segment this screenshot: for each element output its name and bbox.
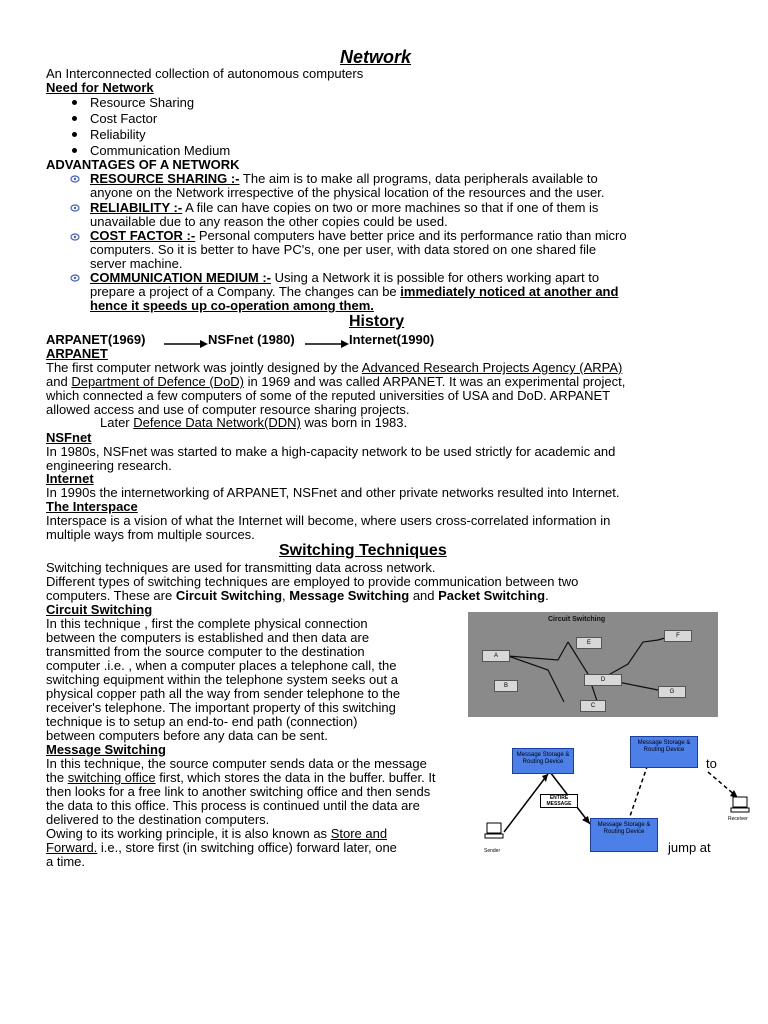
ddn-link: Defence Data Network(DDN)	[133, 415, 301, 430]
arrow-right-icon	[164, 336, 208, 354]
arrow-bullet-icon	[70, 274, 80, 282]
continuation-text-to: to	[706, 756, 717, 771]
network-node: D	[584, 674, 622, 686]
switching-type: Circuit Switching	[175, 588, 283, 603]
circuit-text: between computers before any data can be sent.	[46, 728, 328, 743]
message-storage-device: Message Storage & Routing Device	[590, 818, 658, 852]
circuit-text: computer .i.e. , when a computer places a telephone call, the	[46, 658, 397, 673]
resource-sharing-line	[90, 172, 598, 186]
arpanet-text: in 1969 and was called ARPANET. It was an experimental project,	[247, 374, 626, 389]
resource-sharing-label: RESOURCE SHARING :-	[90, 171, 240, 186]
cost-factor-label: COST FACTOR :-	[90, 228, 196, 243]
comm-medium-text-2a: prepare a project of a Company. The changes can be	[90, 284, 397, 299]
interspace-heading: The Interspace	[46, 499, 138, 514]
network-node: F	[664, 630, 692, 642]
message-text: first, which stores the data in the buffer. buffer. It	[159, 770, 436, 785]
message-text-6	[46, 827, 387, 841]
circuit-text: switching equipment within the telephone system seeks out a	[46, 672, 398, 687]
cost-factor-text-2: computers. So it is better to have PC's, one per user, with data stored on one shared file	[90, 242, 597, 257]
timeline-nsfnet: NSFnet (1980)	[208, 332, 295, 347]
circuit-text: transmitted from the source computer to the destination	[46, 644, 365, 659]
intro-text: An Interconnected collection of autonomous computers	[46, 66, 364, 81]
need-heading: Need for Network	[46, 80, 154, 95]
need-item: Cost Factor	[90, 111, 158, 126]
message-switching-diagram	[478, 736, 758, 860]
message-text: then looks for a free link to another switching office and then sends	[46, 784, 431, 799]
switching-heading: Switching Techniques	[279, 542, 447, 559]
arpanet-text: was born in 1983.	[304, 415, 408, 430]
message-storage-device: Message Storage & Routing Device	[512, 748, 574, 774]
sender-label: Sender	[484, 848, 501, 854]
message-switching-heading: Message Switching	[46, 742, 166, 757]
cost-factor-text: Personal computers have better price and its performance ratio than micro	[198, 228, 627, 243]
network-node: B	[494, 680, 518, 692]
continuation-text-jump: jump at	[668, 840, 711, 855]
comm-medium-label: COMMUNICATION MEDIUM :-	[90, 270, 272, 285]
arpanet-line-4: allowed access and use of computer resource sharing projects.	[46, 402, 410, 417]
network-node: C	[580, 700, 606, 712]
entire-message-label: ENTIRE MESSAGE	[540, 794, 578, 808]
arpanet-line-1	[46, 361, 622, 375]
advantages-heading: ADVANTAGES OF A NETWORK	[46, 157, 240, 172]
arpa-link: Advanced Research Projects Agency (ARPA)	[361, 360, 623, 375]
message-text: the data to this office. This process is continued until the data are	[46, 798, 420, 813]
arrow-bullet-icon	[70, 233, 80, 241]
message-text: the	[46, 770, 65, 785]
message-text: In this technique, the source computer sends data or the message	[46, 756, 427, 771]
arpanet-line-2	[46, 375, 625, 389]
store-forward-link: Forward.	[46, 840, 98, 855]
store-forward-link: Store and	[330, 826, 388, 841]
network-node: G	[658, 686, 686, 698]
interspace-text-2: multiple ways from multiple sources.	[46, 527, 255, 542]
arpanet-line-5	[100, 416, 407, 430]
circuit-text: receiver's telephone. The important property of this switching	[46, 700, 396, 715]
cost-factor-text-3: server machine.	[90, 256, 183, 271]
need-item: Reliability	[90, 127, 146, 142]
comm-medium-line	[90, 271, 599, 285]
circuit-switching-heading: Circuit Switching	[46, 602, 153, 617]
bullet-icon	[72, 132, 77, 137]
switching-type: Packet Switching	[438, 588, 546, 603]
comm-medium-text-2	[90, 285, 618, 299]
arpanet-text: and	[46, 374, 68, 389]
message-text: i.e., store first (in switching office) forward later, one	[100, 840, 397, 855]
network-node: E	[576, 637, 602, 649]
dod-link: Department of Defence (DoD)	[71, 374, 245, 389]
switching-type: Message Switching	[289, 588, 410, 603]
arrow-bullet-icon	[70, 175, 80, 183]
arpanet-text: Later	[100, 415, 130, 430]
switching-office-link: switching office	[67, 770, 156, 785]
arrow-bullet-icon	[70, 204, 80, 212]
message-text-7	[46, 841, 397, 855]
computer-icon	[484, 822, 504, 845]
switching-text: computers. These are	[46, 588, 173, 603]
bullet-icon	[72, 116, 77, 121]
circuit-text: technique is to setup an end-to- end path (connection)	[46, 714, 358, 729]
interspace-text-1: Interspace is a vision of what the Internet will become, where users cross-correlated information in	[46, 513, 611, 528]
receiver-label: Receiver	[728, 816, 748, 822]
switching-text-1: Switching techniques are used for transmitting data across network.	[46, 560, 436, 575]
reliability-line	[90, 201, 598, 215]
message-text: a time.	[46, 854, 86, 869]
message-text-2	[46, 771, 436, 785]
comm-medium-text: Using a Network it is possible for others working apart to	[274, 270, 600, 285]
nsfnet-text-2: engineering research.	[46, 458, 172, 473]
bullet-icon	[72, 100, 77, 105]
arpanet-line-3: which connected a few computers of some of the reputed universities of USA and DoD. ARPANET	[46, 388, 611, 403]
switching-text: and	[412, 588, 435, 603]
circuit-text: between the computers is established and then data are	[46, 630, 370, 645]
circuit-diagram-title: Circuit Switching	[548, 616, 606, 623]
nsfnet-heading: NSFnet	[46, 430, 92, 445]
timeline-internet: Internet(1990)	[349, 332, 435, 347]
reliability-text-2: unavailable due to any reason the other copies could be used.	[90, 214, 448, 229]
circuit-switching-diagram	[468, 612, 718, 717]
resource-sharing-text-2: anyone on the Network irrespective of the physical location of the resources and the user.	[90, 185, 605, 200]
need-item: Communication Medium	[90, 143, 231, 158]
nsfnet-text-1: In 1980s, NSFnet was started to make a high-capacity network to be used strictly for academic and	[46, 444, 616, 459]
message-text: delivered to the destination computers.	[46, 812, 270, 827]
internet-heading: Internet	[46, 471, 94, 486]
cost-factor-line	[90, 229, 627, 243]
comm-medium-emphasis: immediately noticed at another and	[400, 284, 619, 299]
switching-text-2: Different types of switching techniques are employed to provide communication between two	[46, 574, 579, 589]
switching-text-3	[46, 589, 549, 603]
arpanet-text: The first computer network was jointly designed by the	[46, 360, 359, 375]
comm-medium-text-3: hence it speeds up co-operation among them.	[90, 298, 374, 313]
resource-sharing-text: The aim is to make all programs, data peripherals available to	[242, 171, 598, 186]
network-node: A	[482, 650, 510, 662]
bullet-icon	[72, 148, 77, 153]
need-item: Resource Sharing	[90, 95, 195, 110]
circuit-text: physical copper path all the way from sender telephone to the	[46, 686, 401, 701]
arrow-right-icon	[305, 336, 349, 354]
reliability-label: RELIABILITY :-	[90, 200, 183, 215]
circuit-text: In this technique , first the complete physical connection	[46, 616, 368, 631]
reliability-text: A file can have copies on two or more machines so that if one of them is	[185, 200, 599, 215]
internet-text: In 1990s the internetworking of ARPANET, NSFnet and other private networks resulted into Internet.	[46, 485, 620, 500]
switching-text: ,	[282, 588, 286, 603]
message-storage-device: Message Storage & Routing Device	[630, 736, 698, 768]
page-title: Network	[340, 47, 412, 67]
timeline-arpanet: ARPANET(1969)	[46, 332, 146, 347]
history-heading: History	[349, 313, 405, 330]
arpanet-heading: ARPANET	[46, 346, 108, 361]
message-text: Owing to its working principle, it is also known as	[46, 826, 328, 841]
switching-text: .	[545, 588, 549, 603]
